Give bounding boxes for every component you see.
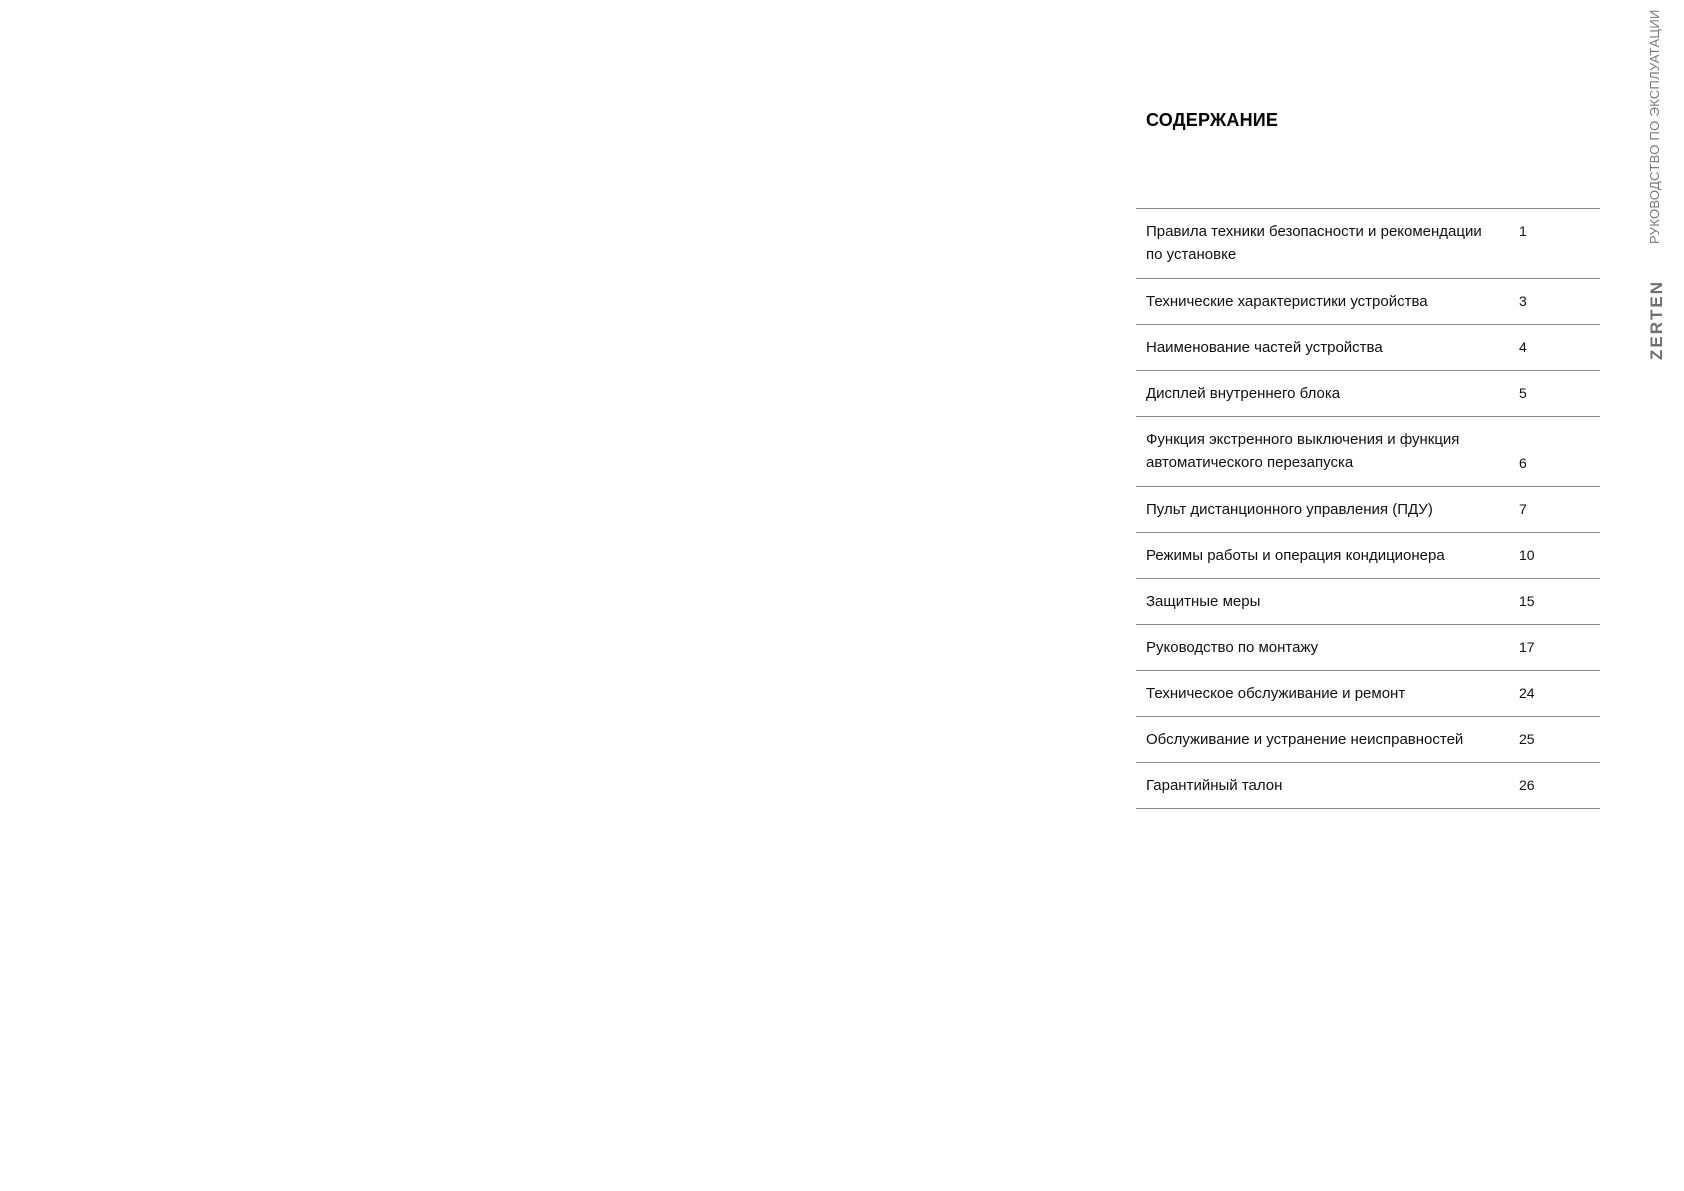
toc-entry-label: Техническое обслуживание и ремонт bbox=[1146, 685, 1406, 702]
toc-row bbox=[1136, 209, 1600, 279]
toc-row bbox=[1136, 533, 1600, 579]
toc-row bbox=[1136, 279, 1600, 325]
toc-row bbox=[1136, 717, 1600, 763]
toc-entry-label: Обслуживание и устранение неисправностей bbox=[1146, 731, 1464, 748]
toc-entry-page: 15 bbox=[1519, 593, 1535, 609]
toc-entry-label: Руководство по монтажу bbox=[1146, 639, 1319, 656]
toc-row bbox=[1136, 417, 1600, 487]
toc-entry-label: Пульт дистанционного управления (ПДУ) bbox=[1146, 501, 1433, 518]
toc-row bbox=[1136, 671, 1600, 717]
toc-entry-page: 25 bbox=[1519, 731, 1535, 747]
toc-entry-label: Дисплей внутреннего блока bbox=[1146, 385, 1341, 402]
toc-row bbox=[1136, 763, 1600, 809]
side-caption: РУКОВОДСТВО ПО ЭКСПЛУАТАЦИИ bbox=[1647, 9, 1662, 244]
toc-entry-page: 3 bbox=[1519, 293, 1527, 309]
side-caption-wrapper bbox=[1647, 9, 1669, 254]
toc-row bbox=[1136, 625, 1600, 671]
toc-entry-page: 1 bbox=[1519, 223, 1527, 239]
page-title: СОДЕРЖАНИЕ bbox=[1146, 110, 1279, 130]
toc-entry-page: 7 bbox=[1519, 501, 1527, 517]
toc-entry-label: Наименование частей устройства bbox=[1146, 339, 1383, 356]
toc-row bbox=[1136, 579, 1600, 625]
table-of-contents bbox=[1136, 208, 1600, 809]
toc-row bbox=[1136, 487, 1600, 533]
toc-row bbox=[1136, 325, 1600, 371]
toc-entry-page: 10 bbox=[1519, 547, 1535, 563]
toc-entry-label: Гарантийный талон bbox=[1146, 777, 1283, 794]
toc-entry-label: Режимы работы и операция кондиционера bbox=[1146, 547, 1445, 564]
toc-entry-page: 4 bbox=[1519, 339, 1527, 355]
toc-entry-label: Правила техники безопасности и рекомендации по установке bbox=[1146, 223, 1482, 263]
brand-logo: ZERTEN bbox=[1647, 280, 1666, 360]
toc-row bbox=[1136, 371, 1600, 417]
toc-entry-page: 5 bbox=[1519, 385, 1527, 401]
toc-entry-label: Функция экстренного выключения и функция автоматического перезапуска bbox=[1146, 431, 1460, 471]
toc-entry-page: 6 bbox=[1519, 455, 1527, 471]
toc-entry-label: Защитные меры bbox=[1146, 593, 1261, 610]
toc-entry-page: 17 bbox=[1519, 639, 1535, 655]
toc-entry-page: 24 bbox=[1519, 685, 1535, 701]
toc-entry-page: 26 bbox=[1519, 777, 1535, 793]
toc-entry-label: Технические характеристики устройства bbox=[1146, 293, 1428, 310]
